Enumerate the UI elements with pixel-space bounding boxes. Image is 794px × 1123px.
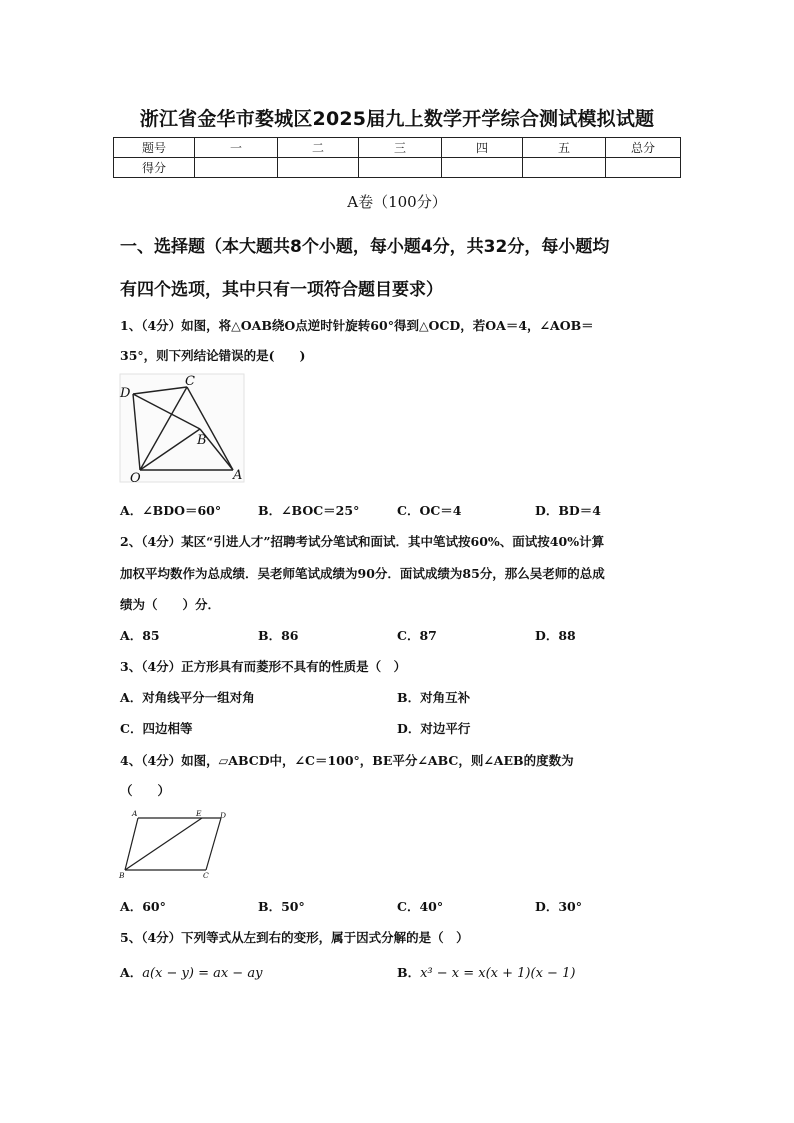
q5-option-b[interactable]	[397, 963, 575, 981]
q2-option-a[interactable]: A．85	[120, 628, 160, 643]
q5-option-a-expression: a(x − y) = ax − ay	[142, 966, 263, 981]
score-header-cell: 总分	[606, 138, 681, 158]
section1-heading-line2: 有四个选项，其中只有一项符合题目要求）	[120, 280, 443, 300]
q4-label-E: E	[196, 809, 202, 818]
score-header-cell: 五	[523, 138, 606, 158]
q4-segment-CD	[206, 818, 221, 870]
q2-option-c[interactable]: C．87	[397, 628, 437, 643]
score-cell[interactable]	[442, 158, 523, 178]
q4-text-line1: 4、（4分）如图，▱ABCD中，∠C＝100°，BE平分∠ABC，则∠AEB的度数为	[120, 753, 574, 768]
q4-label-A: A	[132, 809, 138, 818]
section-a-heading: A卷（100分）	[347, 193, 447, 211]
q4-option-a[interactable]: A．60°	[120, 899, 166, 914]
q3-option-d[interactable]: D．对边平行	[397, 721, 471, 736]
exam-title: 浙江省金华市婺城区2025届九上数学开学综合测试模拟试题	[139, 108, 655, 130]
q5-text-line1: 5、（4分）下列等式从左到右的变形，属于因式分解的是（ ）	[120, 930, 469, 945]
score-cell[interactable]	[359, 158, 442, 178]
score-header-cell: 四	[442, 138, 523, 158]
q4-label-C: C	[203, 871, 209, 880]
q1-text-line1: 1、（4分）如图，将△OAB绕O点逆时针旋转60°得到△OCD，若OA＝4，∠AOB＝	[120, 318, 594, 333]
q1-figure-frame	[120, 374, 244, 482]
score-table-score-row	[114, 158, 681, 178]
q2-text-line2: 加权平均数作为总成绩．吴老师笔试成绩为90分．面试成绩为85分，那么吴老师的总成	[120, 566, 605, 581]
q3-option-c[interactable]: C．四边相等	[120, 721, 193, 736]
q5-option-b-label: B．	[397, 965, 421, 980]
score-header-cell: 一	[195, 138, 278, 158]
q1-label-B: B	[197, 433, 207, 448]
q1-text-line2: 35°，则下列结论错误的是( )	[120, 348, 306, 363]
score-row-label: 得分	[114, 158, 195, 178]
q1-label-O: O	[130, 471, 141, 484]
score-header-cell: 三	[359, 138, 442, 158]
q3-option-b[interactable]: B．对角互补	[397, 690, 471, 705]
q1-option-c[interactable]: C．OC＝4	[397, 503, 462, 518]
q1-option-d[interactable]: D．BD＝4	[535, 503, 601, 518]
q1-option-a[interactable]: A．∠BDO＝60°	[120, 503, 222, 518]
q4-option-d[interactable]: D．30°	[535, 899, 582, 914]
q2-option-b[interactable]: B．86	[258, 628, 299, 643]
score-table	[113, 137, 681, 178]
q4-parallelogram-figure	[116, 808, 232, 880]
score-cell[interactable]	[278, 158, 359, 178]
q4-option-c[interactable]: C．40°	[397, 899, 444, 914]
q5-option-b-expression: x³ − x = x(x + 1)(x − 1)	[420, 966, 576, 981]
score-cell[interactable]	[606, 158, 681, 178]
q4-option-b[interactable]: B．50°	[258, 899, 305, 914]
q3-text-line1: 3、（4分）正方形具有而菱形不具有的性质是（ ）	[120, 659, 407, 674]
q1-label-A: A	[233, 468, 243, 483]
score-header-cell: 题号	[114, 138, 195, 158]
q5-option-a[interactable]	[120, 963, 262, 981]
q2-text-line1: 2、（4分）某区“引进人才”招聘考试分笔试和面试．其中笔试按60%、面试按40%计算	[120, 534, 605, 549]
score-cell[interactable]	[523, 158, 606, 178]
q1-label-D: D	[120, 386, 131, 401]
section1-heading-line1: 一、选择题（本大题共8个小题，每小题4分，共32分，每小题均	[120, 237, 610, 257]
q1-option-b[interactable]: B．∠BOC＝25°	[258, 503, 360, 518]
q1-rotation-figure	[115, 372, 245, 484]
q4-label-B: B	[119, 871, 125, 880]
q3-option-a[interactable]: A．对角线平分一组对角	[120, 690, 255, 705]
q2-text-line3: 绩为（ ）分．	[120, 597, 221, 612]
score-cell[interactable]	[195, 158, 278, 178]
q1-label-C: C	[185, 374, 195, 389]
score-table-header-row	[114, 138, 681, 158]
q4-text-line2: （ ）	[120, 783, 171, 798]
q4-label-D: D	[220, 811, 227, 820]
q5-option-a-label: A．	[120, 965, 143, 980]
score-header-cell: 二	[278, 138, 359, 158]
q2-option-d[interactable]: D．88	[535, 628, 576, 643]
